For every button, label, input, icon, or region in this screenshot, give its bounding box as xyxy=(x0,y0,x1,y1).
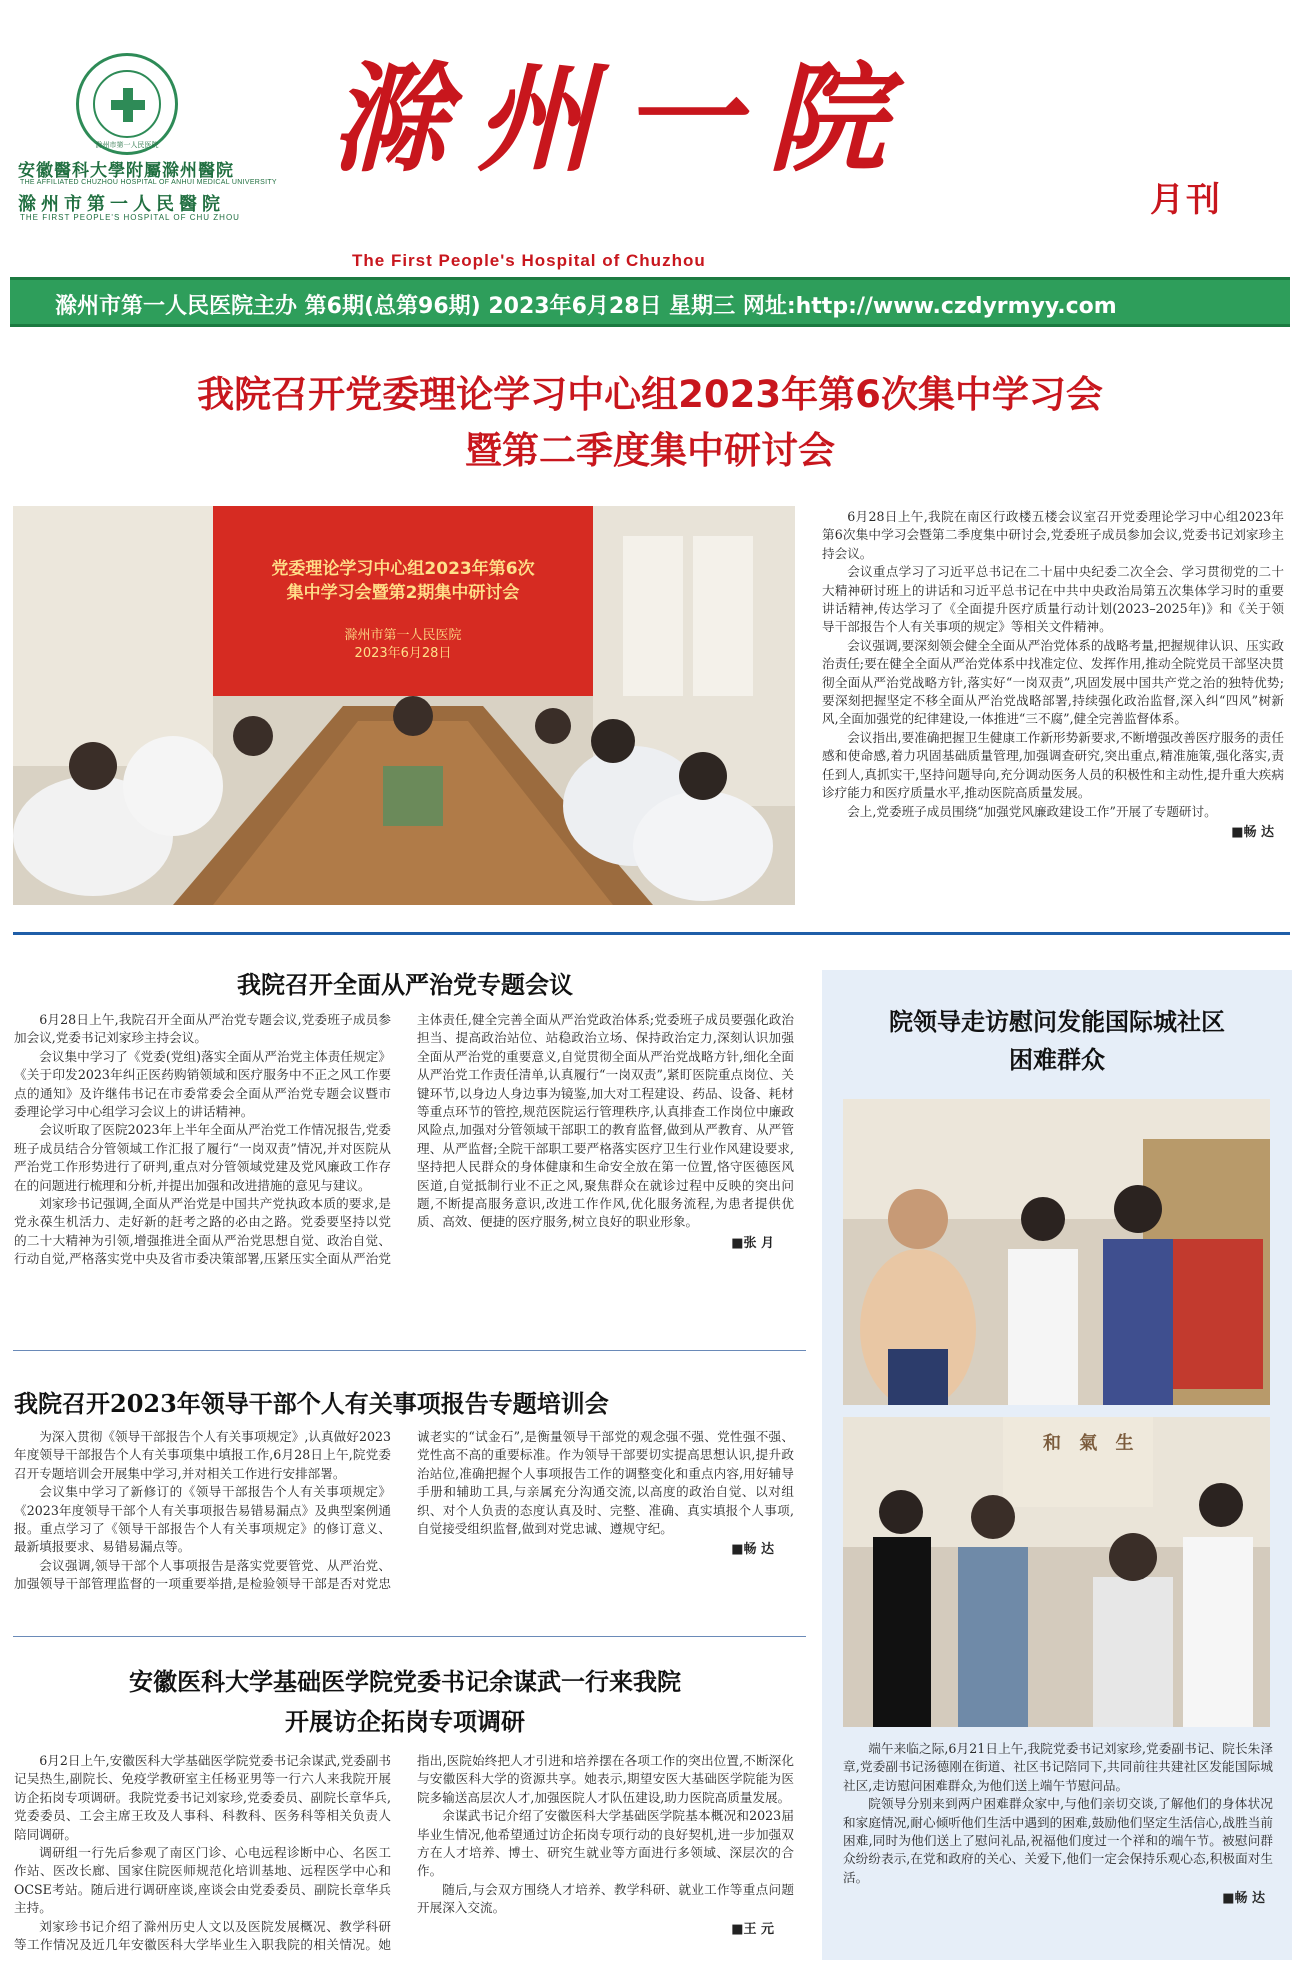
article5-body xyxy=(843,1740,1273,1906)
article2-paragraph-3: 会议听取了医院2023年上半年全面从严治党工作情况报告,党委班子成员结合分管领域工作汇报了履行“一岗双责”情况,并对医院从严治党工作形势进行了研判,重点对分管领域党建及党风廉政工作存在的问题进行梳理和分析,并提出加强和改进措施的意见与建议。 xyxy=(14,1122,391,1193)
hospital-name-en-2: THE FIRST PEOPLE'S HOSPITAL OF CHU ZHOU xyxy=(20,213,240,222)
article4-paragraph-2: 调研组一行先后参观了南区门诊、心电远程诊断中心、名医工作站、医改长廊、国家住院医师规范化培训基地、远程医学中心和OCSE考站。随后进行调研座谈,座谈会由党委委员、副院长章华兵主持。 xyxy=(14,1845,391,1916)
newspaper-title: 滁州一院 xyxy=(330,49,915,188)
wall-calligraphy: 和 氣 生 xyxy=(1043,1433,1140,1454)
article3-paragraph-1: 为深入贯彻《领导干部报告个人有关事项规定》,认真做好2023年度领导干部报告个人有关事项集中填报工作,6月28日上午,院党委召开专题培训会开展集中学习,并对相关工作进行安排部署。 xyxy=(14,1429,391,1481)
article5-headline-line2: 困难群众 xyxy=(1009,1045,1105,1074)
article4-paragraph-5: 随后,与会双方围绕人才培养、教学科研、就业工作等重点问题开展深入交流。 xyxy=(417,1881,794,1916)
article4-headline-line2: 开展访企拓岗专项调研 xyxy=(285,1707,525,1736)
hospital-name-en-1: THE AFFILIATED CHUZHOU HOSPITAL OF ANHUI MEDICAL UNIVERSITY xyxy=(20,179,277,186)
article2-headline: 我院召开全面从严治党专题会议 xyxy=(237,970,573,999)
lead-meeting-photo xyxy=(13,506,795,905)
issue-info: 滁州市第一人民医院主办 第6期(总第96期) 2023年6月28日 星期三 网址:http://www.czdyrmyy.com xyxy=(55,294,1117,319)
lead-paragraph-2: 会议重点学习了习近平总书记在二十届中央纪委二次全会、学习贯彻党的二十大精神研讨班上的讲话和习近平总书记在中共中央政治局第五次集体学习时的重要讲话精神,传达学习了《全面提升医疗质量行动计划(2023–2025年)》和《关于领导干部报告个人有关事项的规定》等相关文件精神。 xyxy=(822,564,1284,635)
article2-paragraph-2: 会议集中学习了《党委(党组)落实全面从严治党主体责任规定》《关于印发2023年纠正医药购销领域和医疗服务中不正之风工作要点的通知》及许继伟书记在市委常委会全面从严治党专题会议暨市委理论学习中心组学习会议上的讲话精神。 xyxy=(14,1048,391,1120)
hospital-name-cn-2: 滁州市第一人民醫院 xyxy=(18,194,225,215)
logo-text: 滁州市第一人民医院 xyxy=(95,141,159,149)
article2-body xyxy=(14,1011,794,1329)
article3-divider xyxy=(13,1636,806,1637)
article4-paragraph-3: 刘家珍书记介绍了滁州历史人文以及医院发展概况、教学科研等工作情况及近几年安徽医科大学毕业生入职我院的相关情况。她指出,医院始终把人才引进和培养摆在各项工作的突出位置,不断深化与安徽医科大学的资源共享。她表示,期望安医大基础医学院能为医院多输送高层次人才,加强医院人才队伍建设,助力医院高质量发展。 xyxy=(14,1753,794,1953)
lead-paragraph-4: 会议指出,要准确把握卫生健康工作新形势新要求,不断增强改善医疗服务的责任感和使命感,着力巩固基础质量管理,加强调查研究,突出重点,精准施策,强化落实,责任到人,真抓实干,坚持问题导向,充分调动医务人员的积极性和主动性,提升重大疾病诊疗能力和医疗质量水平,推动医院高质量发展。 xyxy=(822,729,1284,801)
visit-photo-1 xyxy=(843,1099,1270,1405)
hospital-logo xyxy=(76,53,178,155)
newspaper-title-en: The First People's Hospital of Chuzhou xyxy=(352,251,706,270)
lead-paragraph-1: 6月28日上午,我院在南区行政楼五楼会议室召开党委理论学习中心组2023年第6次集中学习会暨第二季度集中研讨会,党委班子成员参加会议,党委书记刘家珍主持会议。 xyxy=(822,509,1284,561)
article2-signature: ■张 月 xyxy=(731,1235,774,1251)
article3-signature: ■畅 达 xyxy=(731,1542,774,1558)
article2-paragraph-4: 刘家珍书记强调,全面从严治党是中国共产党执政本质的要求,是党永葆生机活力、走好新的赶考之路的必由之路。党委要坚持以党的二十大精神为引领,增强推进全面从严治党思想自觉、政治自觉、行动自觉,严格落实党中央及省市委决策部署,压紧压实全面从严治党主体责任,健全完善全面从严治党政治体系;党委班子成员要强化政治担当、提高政治站位、站稳政治立场、保持政治定力,深刻认识加强全面从严治党的重要意义,自觉贯彻全面从严治党战略方针,细化全面从严治党工作责任清单,认真履行“一岗双责”,紧盯医院重点岗位、关键环节,以身边人身边事为镜鉴,加大对工程建设、药品、设备、耗材等重点环节的管控,规范医院运行管理秩序,认真排查工作岗位中廉政风险点,加强对分管领域干部职工的教育监督,做到从严教育、从严管理、从严监督;全院干部职工要严格落实医疗卫生行业作风建设要求,坚持把人民群众的身体健康和生命安全放在第一位置,恪守医德医风医道,自觉抵制行业不正之风,聚焦群众在就诊过程中反映的突出问题,不断提高服务意识,改进工作作风,优化服务流程,为患者提供优质、高效、便捷的医疗服务,树立良好的职业形象。 xyxy=(14,1012,794,1267)
article5-signature: ■畅 达 xyxy=(1222,1891,1265,1907)
newspaper-subtitle: 月刊 xyxy=(1150,180,1222,220)
article5-paragraph-1: 端午来临之际,6月21日上午,我院党委书记刘家珍,党委副书记、院长朱泽章,党委副书记汤德刚在街道、社区书记陪同下,共同前往共建社区发能国际城社区,走访慰问困难群众,为他们送上端午节慰问品。 xyxy=(843,1741,1273,1793)
hospital-name-cn-1: 安徽醫科大學附屬滁州醫院 xyxy=(18,161,234,181)
photo-banner-line2: 集中学习会暨第2期集中研讨会 xyxy=(286,583,520,603)
article3-body xyxy=(14,1428,794,1616)
photo-banner-line3: 滁州市第一人民医院 xyxy=(344,628,462,643)
article3-headline: 我院召开2023年领导干部个人有关事项报告专题培训会 xyxy=(14,1389,609,1418)
article2-paragraph-1: 6月28日上午,我院召开全面从严治党专题会议,党委班子成员参加会议,党委书记刘家珍主持会议。 xyxy=(14,1012,391,1046)
article5-paragraph-2: 院领导分别来到两户困难群众家中,与他们亲切交谈,了解他们的身体状况和家庭情况,耐心倾听他们生活中遇到的困难,鼓励他们坚定生活信心,战胜当前困难,同时为他们送上了慰问礼品,祝福他们度过一个祥和的端午节。被慰问群众纷纷表示,在党和政府的关心、关爱下,他们一定会保持乐观心态,积极面对生活。 xyxy=(843,1796,1273,1885)
article2-divider xyxy=(13,1350,806,1351)
article4-paragraph-4: 余谋武书记介绍了安徽医科大学基础医学院基本概况和2023届毕业生情况,他希望通过访企拓岗专项行动的良好契机,进一步加强双方在人才培养、博士、研究生就业等方面进行多领域、深层次的合作。 xyxy=(417,1808,794,1879)
article4-paragraph-1: 6月2日上午,安徽医科大学基础医学院党委书记余谋武,党委副书记吴热生,副院长、免疫学教研室主任杨亚男等一行六人来我院开展访企拓岗专项调研。我院党委书记刘家珍,党委委员、副院长章华兵,党委委员、工会主席王玫及人事科、科教科、医务科等相关负责人陪同调研。 xyxy=(14,1753,391,1842)
lead-paragraph-5: 会上,党委班子成员围绕“加强党风廉政建设工作”开展了专题研讨。 xyxy=(847,803,1217,819)
lead-signature: ■畅 达 xyxy=(1231,824,1274,840)
article3-paragraph-2: 会议集中学习了新修订的《领导干部报告个人有关事项规定》《2023年度领导干部个人有关事项报告易错易漏点》及典型案例通报。重点学习了《领导干部报告个人有关事项规定》的修订意义、最新填报要求、易错易漏点等。 xyxy=(14,1484,391,1555)
article5-headline-line1: 院领导走访慰问发能国际城社区 xyxy=(889,1007,1225,1036)
article4-signature: ■王 元 xyxy=(731,1921,774,1937)
article3-paragraph-3: 会议强调,领导干部个人事项报告是落实党要管党、从严治党、加强领导干部管理监督的一项重要举措,是检验领导干部是否对党忠诚老实的“试金石”,是衡量领导干部党的观念强不强、党性强不强、党性高不高的重要标准。作为领导干部要切实提高思想认识,提升政治站位,准确把握个人事项报告工作的调整变化和重点内容,用好辅导手册和辅助工具,与亲属充分沟通交流,以高度的政治自觉、以对组织、对个人负责的态度认真及时、完整、准确、真实填报个人事项,自觉接受组织监督,做到对党忠诚、遵规守纪。 xyxy=(14,1429,794,1592)
lead-headline-line1: 我院召开党委理论学习中心组2023年第6次集中学习会 xyxy=(197,373,1103,416)
section-divider xyxy=(13,932,1290,935)
article4-body xyxy=(14,1752,794,1960)
article4-headline-line1: 安徽医科大学基础医学院党委书记余谋武一行来我院 xyxy=(129,1667,681,1696)
lead-paragraph-3: 会议强调,要深刻领会健全全面从严治党体系的战略考量,把握规律认识、压实政治责任;要在健全全面从严治党体系中找准定位、发挥作用,推动全院党员干部坚决贯彻全面从严治党战略方针,落实好“一岗双责”,巩固发展中国共产党之治的独特优势;要深刻把握坚定不移全面从严治党战略部署,持续强化政治监督,深入纠“四风”树新风,全面加强党的纪律建设,一体推进“三不腐”,健全完善监督体系。 xyxy=(822,637,1284,727)
lead-article-body xyxy=(822,508,1284,840)
lead-headline-line2: 暨第二季度集中研讨会 xyxy=(465,429,835,472)
photo-banner-line1: 党委理论学习中心组2023年第6次 xyxy=(271,559,535,579)
photo-banner-line4: 2023年6月28日 xyxy=(354,646,452,661)
visit-photo-2 xyxy=(843,1417,1270,1727)
